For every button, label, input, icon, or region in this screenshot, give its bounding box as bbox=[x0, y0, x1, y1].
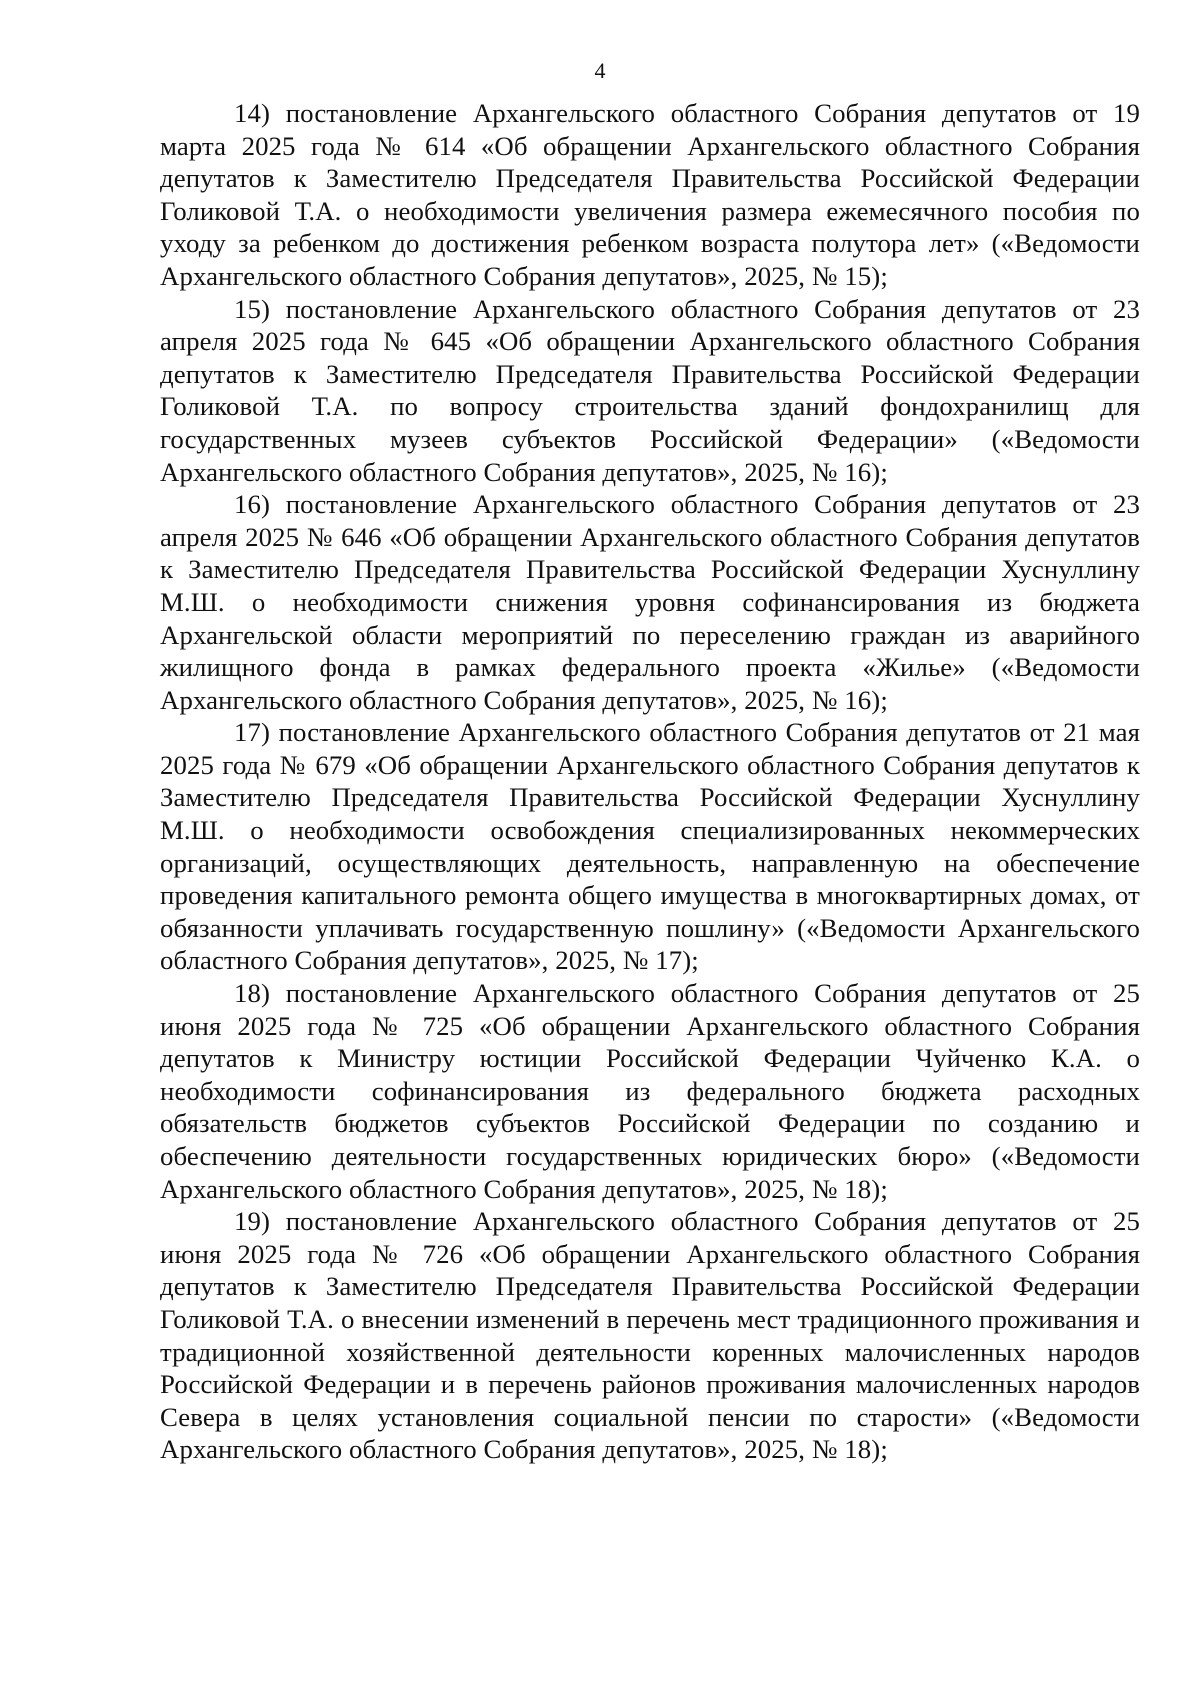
document-body bbox=[160, 97, 1140, 1466]
list-item: 18) постановление Архангельского областного Собрания депутатов от 25 июня 2025 года № 725 «Об обращении Архангельского областного Собрания депутатов к Министру юстиции Российской Федерации Чуйченко К.А. о необходимости софинансирования из федерального бюджета расходных обязательств бюджетов субъектов Российской Федерации по созданию и обеспечению деятельности государственных юридических бюро» («Ведомости Архангельского областного Собрания депутатов», 2025, № 18); bbox=[160, 978, 1140, 1204]
list-item: 14) постановление Архангельского областного Собрания депутатов от 19 марта 2025 года № 614 «Об обращении Архангельского областного Собрания депутатов к Заместителю Председателя Правительства Российской Федерации Голиковой Т.А. о необходимости увеличения размера ежемесячного пособия по уходу за ребенком до достижения ребенком возраста полутора лет» («Ведомости Архангельского областного Собрания депутатов», 2025, № 15); bbox=[160, 98, 1140, 291]
list-item: 19) постановление Архангельского областного Собрания депутатов от 25 июня 2025 года № 726 «Об обращении Архангельского областного Собрания депутатов к Заместителю Председателя Правительства Российской Федерации Голиковой Т.А. о внесении изменений в перечень мест традиционного проживания и традиционной хозяйственной деятельности коренных малочисленных народов Российской Федерации и в перечень районов проживания малочисленных народов Севера в целях установления социальной пенсии по старости» («Ведомости Архангельского областного Собрания депутатов», 2025, № 18); bbox=[160, 1206, 1140, 1465]
list-item: 17) постановление Архангельского областного Собрания депутатов от 21 мая 2025 года № 679 «Об обращении Архангельского областного Собрания депутатов к Заместителю Председателя Правительства Российской Федерации Хуснуллину М.Ш. о необходимости освобождения специализированных некоммерческих организаций, осуществляющих деятельность, направленную на обеспечение проведения капитального ремонта общего имущества в многоквартирных домах, от обязанности уплачивать государственную пошлину» («Ведомости Архангельского областного Собрания депутатов», 2025, № 17); bbox=[160, 717, 1140, 976]
list-item: 15) постановление Архангельского областного Собрания депутатов от 23 апреля 2025 года № 645 «Об обращении Архангельского областного Собрания депутатов к Заместителю Председателя Правительства Российской Федерации Голиковой Т.А. по вопросу строительства зданий фондохранилищ для государственных музеев субъектов Российской Федерации» («Ведомости Архангельского областного Собрания депутатов», 2025, № 16); bbox=[160, 293, 1140, 487]
page-number: 4 bbox=[594, 58, 606, 83]
list-item: 16) постановление Архангельского областного Собрания депутатов от 23 апреля 2025 № 646 «Об обращении Архангельского областного Собрания депутатов к Заместителю Председателя Правительства Российской Федерации Хуснуллину М.Ш. о необходимости снижения уровня софинансирования из бюджета Архангельской области мероприятий по переселению граждан из аварийного жилищного фонда в рамках федерального проекта «Жилье» («Ведомости Архангельского областного Собрания депутатов», 2025, № 16); bbox=[160, 489, 1140, 715]
